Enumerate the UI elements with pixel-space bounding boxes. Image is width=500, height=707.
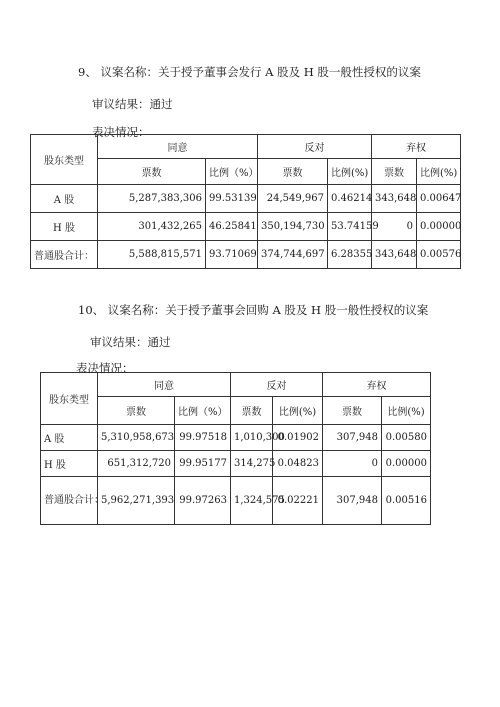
- agree-votes: 651,312,720: [98, 451, 175, 477]
- abstain-votes: 343,648: [372, 185, 417, 213]
- header-abstain-votes: 票数: [323, 397, 382, 425]
- against-ratio: 0.04823: [273, 451, 323, 477]
- header-abstain-votes: 票数: [372, 159, 417, 185]
- against-ratio: 0.01902: [273, 425, 323, 451]
- against-votes: 24,549,967: [258, 185, 328, 213]
- header-against-votes: 票数: [231, 397, 273, 425]
- abstain-ratio: 0.00516: [382, 477, 431, 525]
- section9-result: 审议结果：通过: [92, 97, 173, 111]
- header-shareholder-type: 股东类型: [41, 373, 98, 425]
- abstain-ratio: 0.00647: [417, 185, 461, 213]
- section10-title: 10、 议案名称：关于授予董事会回购 A 股及 H 股一般性授权的议案: [78, 303, 429, 317]
- header-agree-votes: 票数: [98, 159, 206, 185]
- header-against-votes: 票数: [258, 159, 328, 185]
- section9-vote-table: [30, 134, 461, 269]
- against-ratio: 53.74159: [328, 213, 372, 241]
- row-type: H 股: [41, 451, 98, 477]
- abstain-votes: 0: [372, 213, 417, 241]
- section10-vote-table: [40, 372, 431, 525]
- against-votes: 350,194,730: [258, 213, 328, 241]
- abstain-ratio: 0.00580: [382, 425, 431, 451]
- header-abstain: 弃权: [372, 135, 461, 159]
- against-ratio: 6.28355: [328, 241, 372, 269]
- agree-ratio: 99.53139: [206, 185, 258, 213]
- against-votes: 1,324,575: [231, 477, 273, 525]
- header-abstain-ratio: 比例(%): [382, 397, 431, 425]
- against-ratio: 0.46214: [328, 185, 372, 213]
- agree-ratio: 46.25841: [206, 213, 258, 241]
- section10-vote-label: 表决情况：: [76, 361, 134, 375]
- section9-title: 9、 议案名称：关于授予董事会发行 A 股及 H 股一般性授权的议案: [78, 65, 421, 79]
- table-row: [31, 213, 461, 241]
- header-agree-ratio: 比例（%）: [206, 159, 258, 185]
- header-against-ratio: 比例(%): [328, 159, 372, 185]
- table-header-row: [41, 373, 431, 397]
- abstain-ratio: 0.00000: [417, 213, 461, 241]
- against-votes: 374,744,697: [258, 241, 328, 269]
- section9-vote-label: 表决情况：: [92, 125, 150, 139]
- header-against-ratio: 比例(%): [273, 397, 323, 425]
- header-agree: 同意: [98, 135, 258, 159]
- header-abstain: 弃权: [323, 373, 431, 397]
- table-subheader-row: [41, 397, 431, 425]
- row-type: A 股: [31, 185, 98, 213]
- table-row: [31, 241, 461, 269]
- header-against: 反对: [258, 135, 372, 159]
- row-type: A 股: [41, 425, 98, 451]
- abstain-ratio: 0.00576: [417, 241, 461, 269]
- agree-votes: 5,962,271,393: [98, 477, 175, 525]
- section10-result: 审议结果：通过: [90, 335, 171, 349]
- agree-ratio: 93.71069: [206, 241, 258, 269]
- agree-votes: 5,588,815,571: [98, 241, 206, 269]
- table-row: [41, 477, 431, 525]
- agree-votes: 5,310,958,673: [98, 425, 175, 451]
- agree-ratio: 99.95177: [175, 451, 231, 477]
- against-ratio: 0.02221: [273, 477, 323, 525]
- row-type: H 股: [31, 213, 98, 241]
- table-row: [41, 451, 431, 477]
- abstain-votes: 343,648: [372, 241, 417, 269]
- agree-ratio: 99.97518: [175, 425, 231, 451]
- abstain-votes: 307,948: [323, 477, 382, 525]
- against-votes: 1,010,300: [231, 425, 273, 451]
- header-abstain-ratio: 比例(%): [417, 159, 461, 185]
- header-agree: 同意: [98, 373, 231, 397]
- table-row: [31, 185, 461, 213]
- abstain-votes: 0: [323, 451, 382, 477]
- row-type: 普通股合计：: [31, 241, 98, 269]
- table-row: [41, 425, 431, 451]
- header-agree-ratio: 比例（%）: [175, 397, 231, 425]
- header-shareholder-type: 股东类型: [31, 135, 98, 185]
- abstain-votes: 307,948: [323, 425, 382, 451]
- header-agree-votes: 票数: [98, 397, 175, 425]
- against-votes: 314,275: [231, 451, 273, 477]
- table-header-row: [31, 135, 461, 159]
- row-type: 普通股合计：: [41, 477, 98, 525]
- agree-ratio: 99.97263: [175, 477, 231, 525]
- agree-votes: 5,287,383,306: [98, 185, 206, 213]
- abstain-ratio: 0.00000: [382, 451, 431, 477]
- agree-votes: 301,432,265: [98, 213, 206, 241]
- header-against: 反对: [231, 373, 323, 397]
